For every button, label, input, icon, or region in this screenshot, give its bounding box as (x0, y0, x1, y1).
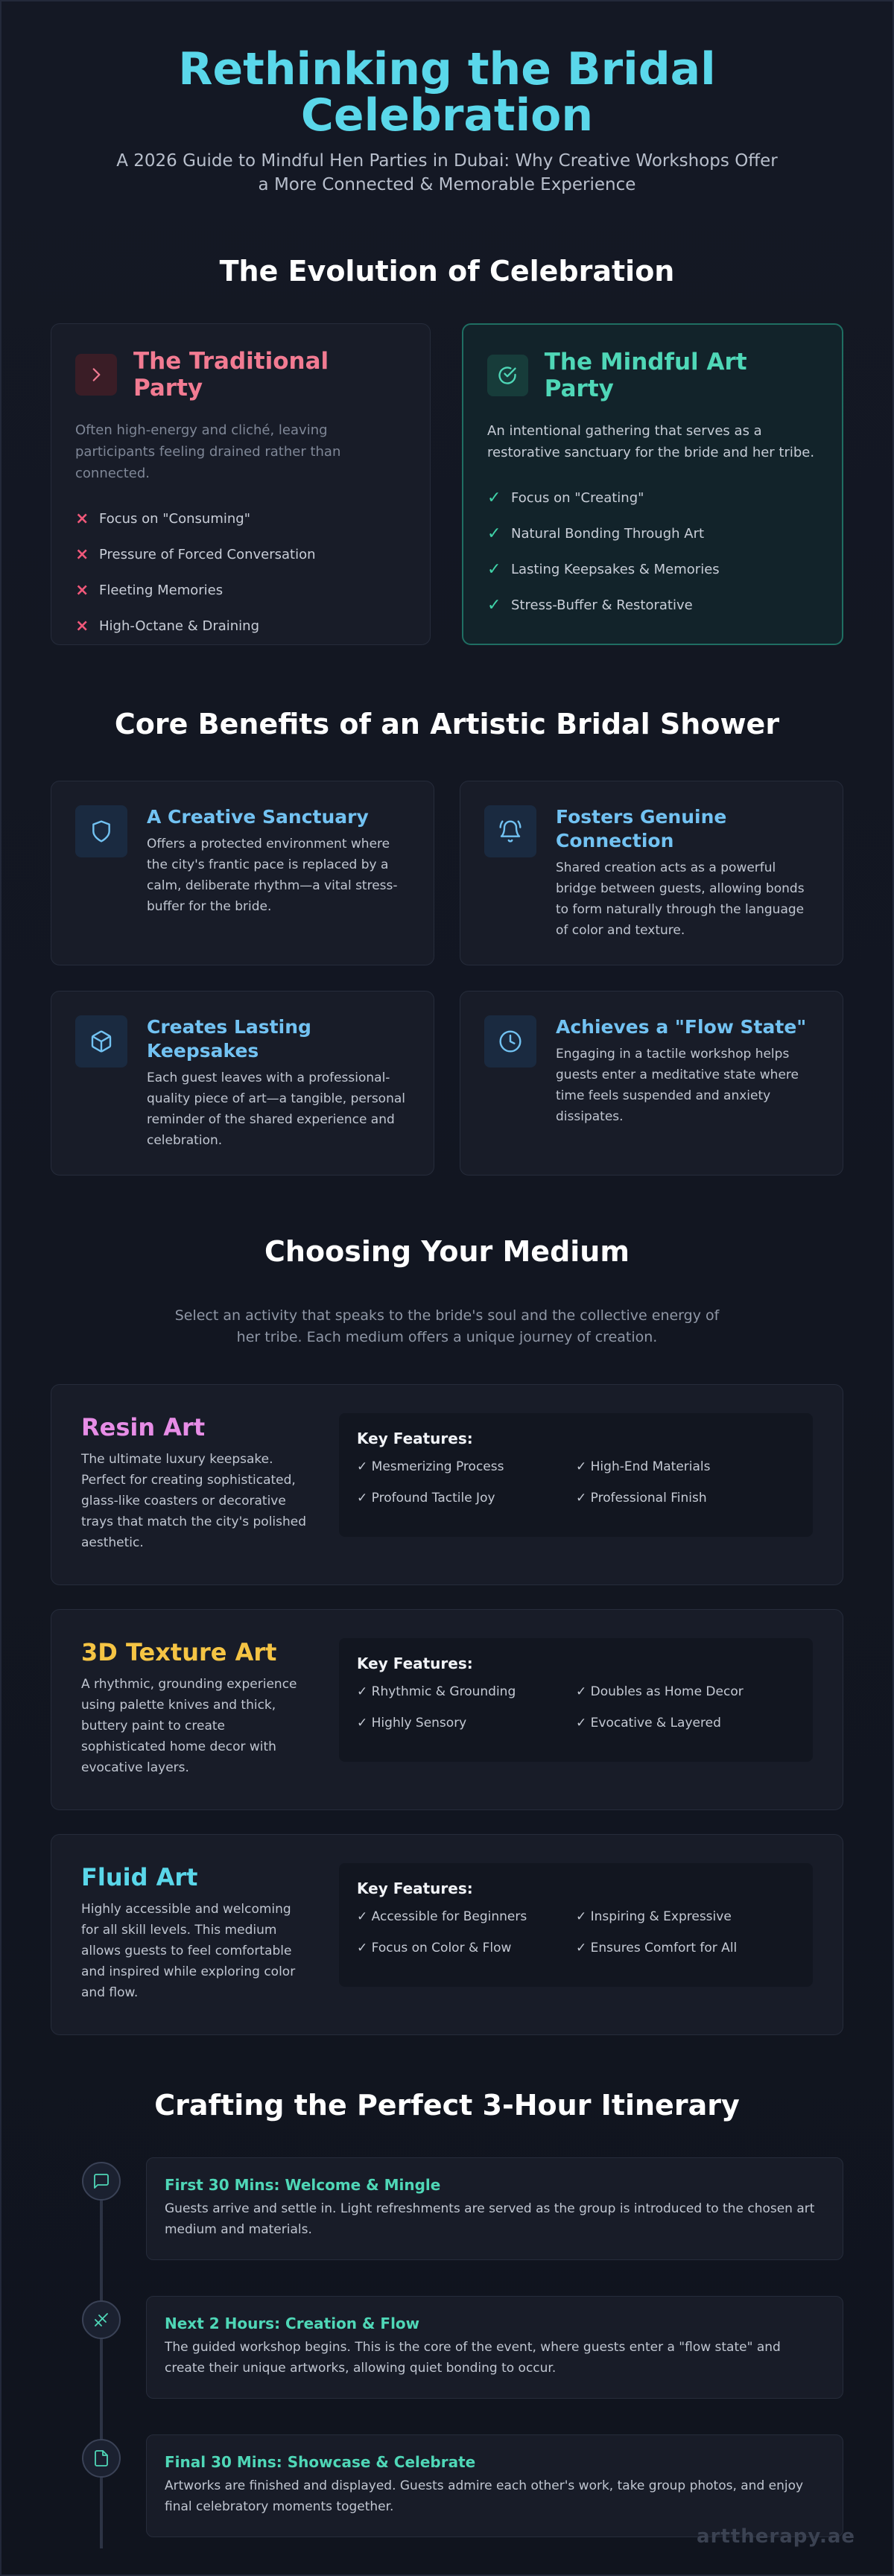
list-item-label: Stress-Buffer & Restorative (511, 597, 693, 613)
medium-name: Fluid Art (81, 1863, 198, 1891)
benefit-title: Fosters Genuine Connection (556, 806, 727, 851)
step-title: Final 30 Mins: Showcase & Celebrate (165, 2453, 476, 2471)
check-icon: ✓ (487, 559, 501, 579)
benefit-description: Offers a protected environment where the city's frantic pace is replaced by a calm, deliberate rhythm—a vital stress-buffer for the bride. (147, 837, 398, 914)
list-item-label: Fleeting Memories (99, 582, 224, 598)
check-icon: ✓ (487, 524, 501, 543)
benefits-title: Core Benefits of an Artistic Bridal Shower (114, 708, 780, 740)
page-title: Rethinking the Bridal Celebration (178, 43, 716, 142)
step-description: Guests arrive and settle in. Light refreshments are served as the group is introduced to the chosen art medium and materials. (165, 2201, 815, 2237)
key-features-label: Key Features: (357, 1879, 473, 1897)
file-icon (82, 2439, 121, 2478)
benefit-description: Shared creation acts as a powerful bridge between guests, allowing bonds to form naturally through the language of color and texture. (556, 860, 805, 938)
x-icon: × (75, 545, 89, 564)
feature-item: ✓ Profound Tactile Joy (357, 1491, 495, 1506)
traditional-party-title: The Traditional Party (133, 348, 329, 402)
feature-item: ✓ Mesmerizing Process (357, 1459, 504, 1474)
benefit-description: Engaging in a tactile workshop helps guests enter a meditative state where time feels suspended and anxiety dissipates. (556, 1047, 799, 1124)
medium-name: 3D Texture Art (81, 1638, 277, 1666)
page-subtitle: A 2026 Guide to Mindful Hen Parties in Dubai: Why Creative Workshops Offer a More Connected & Memorable Experience (116, 151, 778, 194)
benefit-title: Achieves a "Flow State" (556, 1016, 807, 1038)
step-description: Artworks are finished and displayed. Guests admire each other's work, take group photos, and enjoy final celebratory moments together. (165, 2478, 804, 2514)
benefit-description: Each guest leaves with a professional-quality piece of art—a tangible, personal reminder of the shared experience and celebration. (147, 1070, 405, 1148)
mindful-art-party-description: An intentional gathering that serves as a restorative sanctuary for the bride and her tribe. (487, 423, 815, 460)
feature-item: ✓ Professional Finish (576, 1491, 707, 1506)
timeline-line (100, 2172, 103, 2548)
medium-intro: Select an activity that speaks to the bride's soul and the collective energy of her tribe. Each medium offers a unique journey of creation. (174, 1307, 720, 1345)
step-description: The guided workshop begins. This is the core of the event, where guests enter a "flow state" and create their unique artworks, allowing quiet bonding to occur. (165, 2340, 781, 2376)
itinerary-step-card (146, 2434, 843, 2537)
feature-item: ✓ Accessible for Beginners (357, 1909, 527, 1924)
medium-name: Resin Art (81, 1413, 206, 1441)
medium-description: A rhythmic, grounding experience using palette knives and thick, buttery paint to create sophisticated home decor with evocative layers. (81, 1677, 297, 1775)
itinerary-timeline (0, 2157, 894, 2560)
mindful-art-party-title: The Mindful Art Party (544, 349, 747, 402)
medium-description: The ultimate luxury keepsake. Perfect for creating sophisticated, glass-like coasters or decorative trays that match the city's polished aesthetic. (81, 1452, 307, 1550)
feature-item: ✓ Evocative & Layered (576, 1716, 721, 1730)
medium-description: Highly accessible and welcoming for all skill levels. This medium allows guests to feel comfortable and inspired while exploring color and flow. (81, 1902, 296, 2000)
list-item-label: Lasting Keepsakes & Memories (511, 561, 720, 577)
step-title: Next 2 Hours: Creation & Flow (165, 2315, 420, 2332)
check-icon: ✓ (487, 488, 501, 507)
check-icon: ✓ (487, 595, 501, 615)
x-icon: × (75, 616, 89, 635)
itinerary-step-card (146, 2296, 843, 2399)
key-features-label: Key Features: (357, 1430, 473, 1447)
itinerary-title: Crafting the Perfect 3-Hour Itinerary (154, 2089, 740, 2122)
itinerary-step-card (146, 2157, 843, 2260)
traditional-party-description: Often high-energy and cliché, leaving participants feeling drained rather than connected. (75, 422, 341, 481)
key-features-label: Key Features: (357, 1655, 473, 1672)
feature-item: ✓ Doubles as Home Decor (576, 1684, 744, 1699)
x-icon: × (75, 580, 89, 600)
evolution-title: The Evolution of Celebration (219, 255, 675, 288)
feature-item: ✓ Focus on Color & Flow (357, 1941, 512, 1955)
step-title: First 30 Mins: Welcome & Mingle (165, 2176, 441, 2194)
message-square-icon (82, 2162, 121, 2201)
list-item-label: Natural Bonding Through Art (511, 525, 705, 542)
medium-title: Choosing Your Medium (264, 1235, 630, 1268)
feature-item: ✓ Highly Sensory (357, 1716, 467, 1730)
palette-knife-icon (82, 2300, 121, 2339)
list-item-label: Pressure of Forced Conversation (99, 546, 316, 562)
feature-item: ✓ Ensures Comfort for All (576, 1941, 738, 1955)
benefit-title: A Creative Sanctuary (147, 806, 369, 828)
brand-watermark: arttherapy.ae (697, 2525, 855, 2548)
list-item-label: High-Octane & Draining (99, 618, 260, 634)
feature-item: ✓ Inspiring & Expressive (576, 1909, 732, 1924)
benefit-title: Creates Lasting Keepsakes (147, 1016, 311, 1062)
itinerary-section (0, 2089, 894, 2560)
list-item-label: Focus on "Creating" (511, 489, 644, 506)
list-item-label: Focus on "Consuming" (99, 510, 250, 527)
feature-item: ✓ Rhythmic & Grounding (357, 1684, 516, 1699)
feature-item: ✓ High-End Materials (576, 1459, 711, 1474)
x-icon: × (75, 509, 89, 528)
